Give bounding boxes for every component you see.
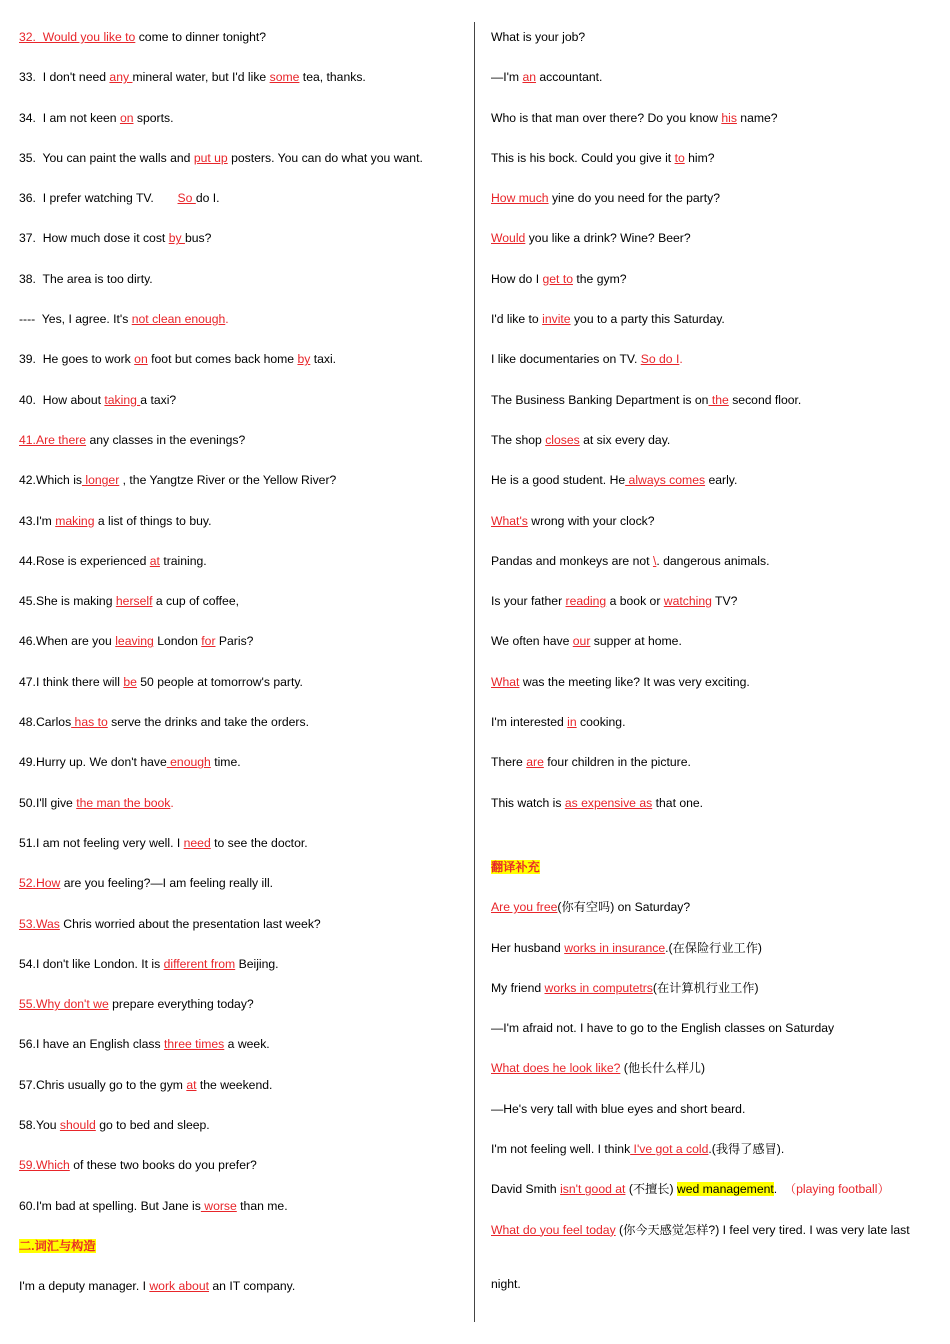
sentence-text: any classes in the evenings? [86,432,246,447]
answer-text: taking [104,392,141,407]
answer-text: 59.Which [19,1158,70,1173]
sentence-text: you like a drink? Wine? Beer? [525,231,691,246]
sentence-text: This is his bock. Could you give it [491,150,675,165]
left-column [19,22,459,1312]
sentence-text: .(在保险行业工作) [665,940,762,955]
sentence-text: prepare everything today? [108,997,254,1012]
exercise-line [19,626,459,666]
exercise-line [491,223,936,263]
sentence-text: —He's very tall with blue eyes and short beard. [491,1101,746,1116]
sentence-text: I like documentaries on TV. [491,352,641,367]
answer-text: 32. Would you like to [19,30,136,44]
sentence-text: （playing football） [783,1182,890,1197]
answer-text: at [186,1077,197,1092]
exercise-line [491,586,936,626]
exercise-line [19,747,459,787]
sentence-text: 58.You [19,1118,60,1133]
sentence-text: He is a good student. He [491,473,626,488]
exercise-line [491,788,936,828]
sentence-text: David Smith [491,1182,561,1197]
exercise-line [491,183,936,223]
exercise-line [19,989,459,1029]
sentence-text: 47.I think there will [19,674,124,689]
answer-text: always comes [625,473,706,488]
exercise-line [491,264,936,304]
answer-text: in [567,715,577,730]
sentence-text: the weekend. [196,1077,273,1092]
sentence-text: .(我得了感冒). [708,1142,785,1157]
sentence-text: London [153,634,202,649]
answer-text: by [297,352,311,367]
sentence-text: 46.When are you [19,634,116,649]
exercise-line [491,707,936,747]
answer-text: should [59,1118,96,1133]
sentence-text: 48.Carlos [19,715,72,730]
sentence-text: four children in the picture. [543,755,691,770]
answer-text: for [201,634,216,649]
exercise-line [491,425,936,465]
sentence-text: him? [684,150,715,165]
sentence-text: . [679,352,683,367]
sentence-text: Chris worried about the presentation last week? [59,916,321,931]
sentence-text: 39. He goes to work [19,352,135,367]
answer-text: \ [652,553,657,568]
sentence-text: accountant. [536,70,603,85]
exercise-line [491,465,936,505]
exercise-line [19,667,459,707]
exercise-line [491,344,936,384]
answer-text: Would [491,231,526,246]
answer-text: I've got a cold [630,1142,709,1157]
exercise-line [19,949,459,989]
sentence-text: I'm a deputy manager. I [19,1279,150,1294]
sentence-text: yine do you need for the party? [548,191,720,206]
answer-text: are [526,755,544,770]
exercise-line [491,1215,936,1255]
exercise-line [19,788,459,828]
exercise-line [491,747,936,787]
answer-text: works in computetrs [544,980,653,995]
answer-text: herself [115,594,153,609]
exercise-line [19,1070,459,1110]
exercise-line [19,586,459,626]
sentence-text: a list of things to buy. [94,513,212,528]
answer-text: three times [163,1037,225,1052]
sentence-text: a cup of coffee, [152,594,239,609]
exercise-line [19,909,459,949]
sentence-text: a taxi? [140,392,177,407]
answer-text: an [522,70,537,85]
sentence-text: taxi. [310,352,337,367]
sentence-text: The shop [491,432,546,447]
answer-text: closes [545,432,580,447]
answer-text: his [721,110,737,125]
right-column [491,22,936,1309]
sentence-text: (你有空吗) on Saturday? [557,900,691,915]
sentence-text: My friend [491,980,545,995]
exercise-line [491,892,936,932]
answer-text: some [269,70,300,85]
exercise-line [491,103,936,143]
sentence-text: 36. I prefer watching TV. [19,191,178,206]
sentence-text: —I'm [491,70,523,85]
sentence-text: time. [210,755,241,770]
exercise-line [19,828,459,868]
sentence-text: was the meeting like? It was very exciting. [519,674,750,689]
section-heading: wed management [676,1182,774,1197]
sentence-text: tea, thanks. [299,70,366,85]
sentence-text: 33. I don't need [19,70,110,85]
exercise-line [19,1150,459,1190]
answer-text: on [119,110,134,125]
sentence-text: are you feeling?—I am feeling really ill. [60,876,274,891]
sentence-text: second floor. [728,392,802,407]
answer-text: enough [166,755,211,770]
section-heading: 二.词汇与构造 [19,1238,96,1253]
sentence-text: mineral water, but I'd like [132,70,270,85]
exercise-line [19,264,459,304]
answer-text: reading [565,594,607,609]
answer-text: the [708,392,729,407]
exercise-line [491,143,936,183]
answer-text: different from [163,956,236,971]
exercise-line [19,1271,459,1311]
sentence-text: , the Yangtze River or the Yellow River? [119,473,337,488]
sentence-text: What is your job? [491,30,586,44]
exercise-line [19,103,459,143]
exercise-line [19,707,459,747]
exercise-line [491,62,936,102]
sentence-text: to see the doctor. [210,835,308,850]
exercise-line [19,62,459,102]
exercise-line [491,1269,936,1309]
sentence-text: Beijing. [235,956,279,971]
sentence-text: that one. [652,795,704,810]
sentence-text: early. [705,473,738,488]
sentence-text: go to bed and sleep. [95,1118,210,1133]
exercise-line [19,183,459,223]
sentence-text: We often have [491,634,573,649]
sentence-text: This watch is [491,795,565,810]
exercise-line [19,868,459,908]
column-divider [474,22,475,1322]
answer-text: need [183,835,211,850]
exercise-line [491,1094,936,1134]
sentence-text: do I. [195,191,220,206]
exercise-line [19,385,459,425]
exercise-line [19,1191,459,1231]
answer-text: 53.Was [19,916,60,931]
sentence-text: (在计算机行业工作) [652,980,759,995]
sentence-text: than me. [236,1198,288,1213]
answer-text: works in insurance [564,940,666,955]
answer-text: worse [200,1198,237,1213]
sentence-text: the gym? [572,271,627,286]
answer-text: any [109,70,133,85]
sentence-text: Is your father [491,594,566,609]
sentence-text: 45.She is making [19,594,116,609]
answer-text: What's [491,513,528,528]
sentence-text: 37. How much dose it cost [19,231,169,246]
sentence-text: (他长什么样儿) [620,1061,706,1076]
sentence-text: at six every day. [579,432,671,447]
answer-text: work about [149,1279,209,1294]
exercise-line [491,385,936,425]
sentence-text: you to a party this Saturday. [570,312,725,327]
exercise-line [19,344,459,384]
exercise-line [491,852,936,892]
sentence-text: . dangerous animals. [656,553,770,568]
sentence-text: (不擅长) [625,1182,677,1197]
sentence-text: of these two books do you prefer? [69,1158,257,1173]
exercise-line [19,1231,459,1271]
exercise-line [491,933,936,973]
exercise-line [491,973,936,1013]
answer-text: making [55,513,95,528]
exercise-line [491,304,936,344]
answer-text: What [491,674,520,689]
sentence-text: 50 people at tomorrow's party. [136,674,303,689]
sentence-text: 54.I don't like London. It is [19,956,164,971]
answer-text: So do I [640,352,680,367]
answer-text: isn't good at [560,1182,626,1197]
sentence-text: come to dinner tonight? [135,30,267,44]
sentence-text: 50.I'll give [19,795,77,810]
exercise-line [19,425,459,465]
sentence-text: . [773,1182,784,1197]
exercise-line [19,546,459,586]
exercise-line [491,1053,936,1093]
answer-text: has to [71,715,108,730]
answer-text: by [168,231,185,246]
answer-text: invite [542,312,571,327]
sentence-text: 34. I am not keen [19,110,120,125]
answer-text: What do you feel today [491,1222,616,1237]
exercise-line [491,1174,936,1214]
sentence-text: I'd like to [491,312,543,327]
exercise-line [19,506,459,546]
sentence-text: a week. [224,1037,270,1052]
sentence-text: I'm interested [491,715,568,730]
sentence-text: an IT company. [209,1279,296,1294]
sentence-text: 40. How about [19,392,105,407]
exercise-line [19,304,459,344]
sentence-text: —I'm afraid not. I have to go to the English classes on Saturday [491,1021,835,1036]
sentence-text: 51.I am not feeling very well. I [19,835,184,850]
answer-text: as expensive as [564,795,653,810]
sentence-text: 35. You can paint the walls and [19,150,194,165]
exercise-line [491,626,936,666]
sentence-text: 38. The area is too dirty. [19,271,153,286]
exercise-line [491,22,936,62]
sentence-text: . [170,795,174,810]
sentence-text: (你今天感觉怎样?) I feel very tired. I was very late last [615,1222,910,1237]
exercise-line [491,506,936,546]
answer-text: 52.How [19,876,61,891]
exercise-line [19,465,459,505]
sentence-text: Pandas and monkeys are not [491,553,653,568]
exercise-line [19,143,459,183]
sentence-text: training. [159,553,207,568]
sentence-text: name? [736,110,778,125]
sentence-text: Her husband [491,940,565,955]
answer-text: at [149,553,160,568]
exercise-line [19,223,459,263]
answer-text: to [674,150,685,165]
section-gap [491,828,936,852]
sentence-text: 56.I have an English class [19,1037,164,1052]
section-heading: 翻译补充 [491,859,540,874]
sentence-text: ---- Yes, I agree. It's [19,312,132,327]
exercise-line [491,546,936,586]
exercise-line [491,667,936,707]
answer-text: So [177,191,196,206]
sentence-text: I'm not feeling well. I think [491,1142,631,1157]
sentence-text: sports. [133,110,174,125]
exercise-line [19,1110,459,1150]
sentence-text: Who is that man over there? Do you know [491,110,722,125]
sentence-text: 42.Which is [19,473,82,488]
sentence-text: cooking. [576,715,626,730]
answer-text: How much [491,191,549,206]
sentence-text: Paris? [215,634,254,649]
answer-text: Are you free [491,900,558,915]
sentence-text: 57.Chris usually go to the gym [19,1077,187,1092]
answer-text: be [123,674,137,689]
exercise-line [491,1013,936,1053]
sentence-text: a book or [606,594,664,609]
answer-text: 41.Are there [19,432,87,447]
answer-text: watching [663,594,712,609]
answer-text: leaving [115,634,154,649]
answer-text: get to [542,271,573,286]
sentence-text: serve the drinks and take the orders. [107,715,309,730]
sentence-text: 60.I'm bad at spelling. But Jane is [19,1198,201,1213]
sentence-text: wrong with your clock? [527,513,655,528]
sentence-text: . [225,312,229,327]
sentence-text: posters. You can do what you want. [227,150,423,165]
answer-text: 55.Why don't we [19,997,109,1012]
answer-text: What does he look like? [491,1061,621,1076]
answer-text: not clean enough [131,312,226,327]
exercise-line [491,1134,936,1174]
sentence-text: There [491,755,527,770]
sentence-text: foot but comes back home [147,352,298,367]
answer-text: the man the book [76,795,171,810]
sentence-text: supper at home. [590,634,682,649]
answer-text: put up [193,150,228,165]
answer-text: our [572,634,591,649]
sentence-text: The Business Banking Department is on [491,392,709,407]
sentence-text: 44.Rose is experienced [19,553,150,568]
sentence-text: TV? [711,594,738,609]
exercise-line [19,22,459,62]
sentence-text: 49.Hurry up. We don't have [19,755,167,770]
answer-text: on [134,352,148,367]
sentence-text: 43.I'm [19,513,56,528]
sentence-text: night. [491,1276,521,1291]
answer-text: longer [82,473,120,488]
sentence-text: How do I [491,271,543,286]
sentence-text: bus? [184,231,212,246]
exercise-line [19,1029,459,1069]
